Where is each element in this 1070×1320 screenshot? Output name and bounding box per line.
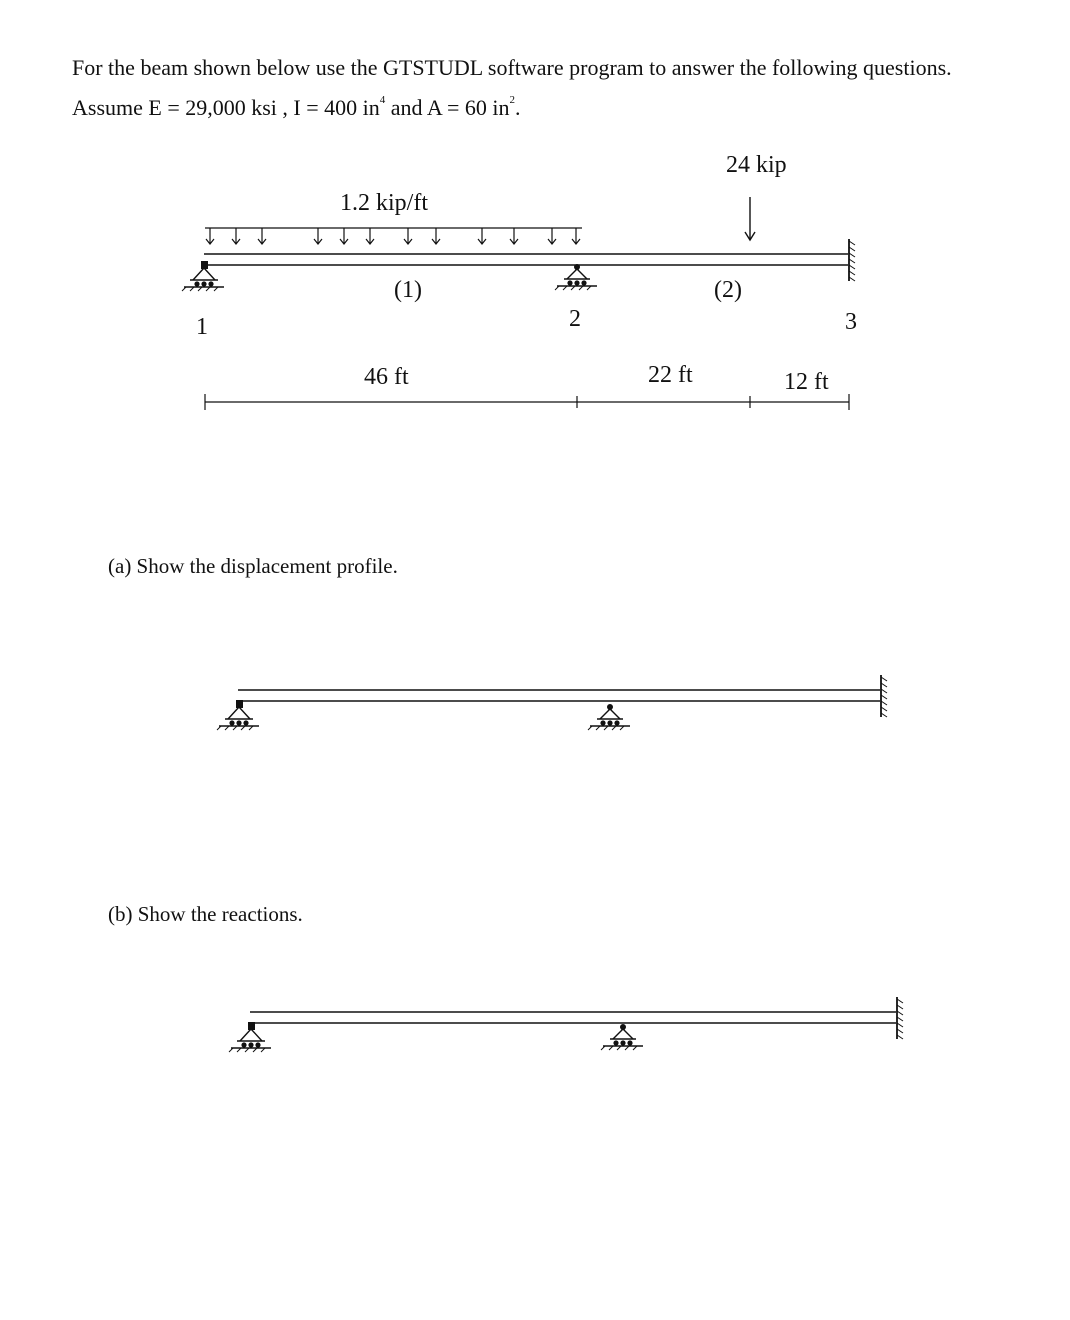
- node-2-label: 2: [569, 306, 581, 332]
- question-b: (b) Show the reactions.: [108, 902, 303, 926]
- intro-text: For the beam shown below use the GTSTUDL software program to answer the following questions. Assume: [72, 55, 952, 120]
- dimension-line: [205, 394, 849, 410]
- area-exponent: 2: [509, 94, 516, 106]
- member-1-label: (1): [394, 277, 422, 303]
- eq-area: A = 60 in: [426, 95, 510, 120]
- dim-46ft-label: 46 ft: [364, 364, 409, 390]
- eq-modulus: E = 29,000 ksi ,: [148, 95, 288, 120]
- member-2-label: (2): [714, 277, 742, 303]
- question-a: (a) Show the displacement profile.: [108, 554, 398, 578]
- reactions-beam-figure: [229, 997, 903, 1052]
- udl-label: 1.2 kip/ft: [340, 190, 428, 216]
- node-1-label: 1: [196, 314, 208, 340]
- node-3-label: 3: [845, 309, 857, 335]
- dim-22ft-label: 22 ft: [648, 362, 693, 388]
- point-load-label: 24 kip: [726, 152, 787, 178]
- loaded-beam-figure: [182, 152, 857, 410]
- and-word: and: [390, 95, 423, 120]
- distributed-load: [205, 228, 582, 244]
- point-load-arrow: [745, 197, 755, 240]
- eq-inertia: I = 400 in: [293, 95, 380, 120]
- dim-12ft-label: 12 ft: [784, 369, 829, 395]
- roller-support-node-2: [555, 264, 597, 290]
- fixed-support-node-3: [849, 239, 855, 281]
- inertia-exponent: 4: [379, 94, 386, 106]
- beam: [204, 254, 848, 265]
- period: .: [515, 95, 521, 120]
- displacement-beam-figure: [217, 675, 887, 730]
